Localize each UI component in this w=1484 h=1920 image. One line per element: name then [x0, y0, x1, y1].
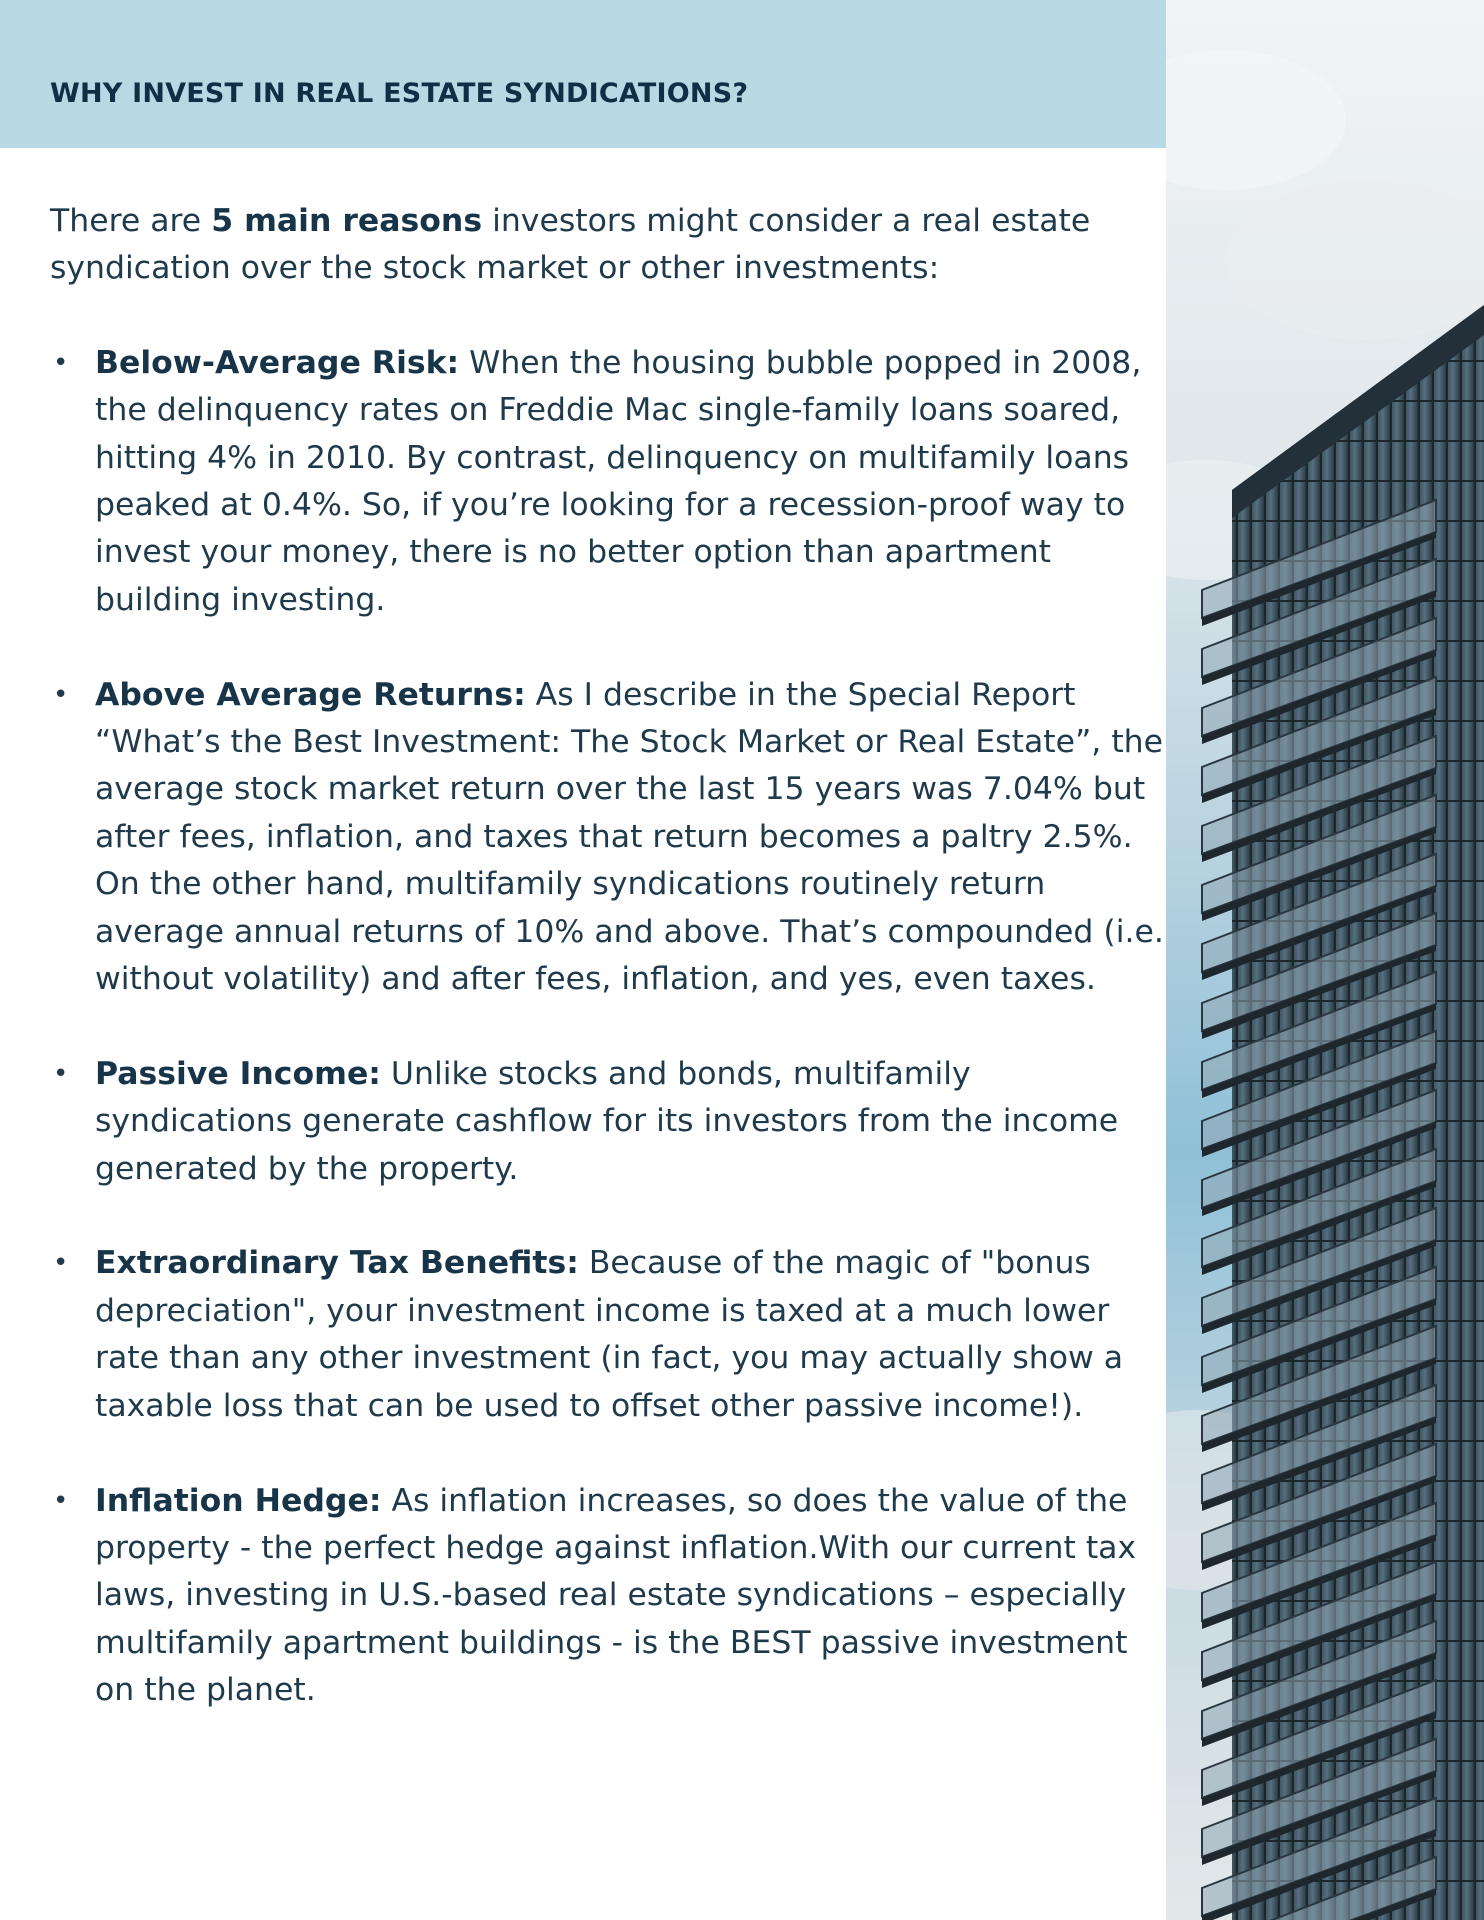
bullet-icon: • [53, 1485, 69, 1516]
reason-text: As inflation increases, so does the value of the property - the perfect hedge against inflation.With our current tax laws, investing in U.S.-based real estate syndications – especially multifamily apartment buildings - is the BEST passive investment on the planet. [95, 1482, 1137, 1709]
reason-item-inflation-hedge [50, 1478, 1175, 1715]
reason-title: Above Average Returns: [95, 676, 526, 713]
building-illustration [1166, 0, 1484, 1920]
header-band [0, 0, 1166, 148]
reason-title: Below-Average Risk: [95, 344, 460, 381]
bullet-icon: • [53, 679, 69, 710]
bullet-icon: • [53, 347, 69, 378]
reason-text: When the housing bubble popped in 2008, the delinquency rates on Freddie Mac single-family loans soared, hitting 4% in 2010. By contrast, delinquency on multifamily loans peaked at 0.4%. So, if you’re looking for a recession-proof way to invest your money, there is no better option than apartment building investing. [95, 344, 1142, 618]
reason-item-returns [50, 672, 1175, 1004]
page-title: WHY INVEST IN REAL ESTATE SYNDICATIONS? [50, 78, 749, 109]
reason-title: Inflation Hedge: [95, 1482, 382, 1519]
bullet-icon: • [53, 1058, 69, 1089]
reason-title: Extraordinary Tax Benefits: [95, 1245, 579, 1282]
intro-paragraph [50, 198, 1130, 293]
reason-text: As I describe in the Special Report “What’s the Best Investment: The Stock Market or Real Estate”, the average stock market return over the last 15 years was 7.04% but after fees, inflation, and taxes that return becomes a paltry 2.5%. On the other hand, multifamily syndications routinely return average annual returns of 10% and above. That’s compounded (i.e. without volatility) and after fees, inflation, and yes, even taxes. [95, 676, 1164, 998]
intro-text-before: There are [50, 203, 212, 239]
intro-text-after: investors might consider a real estate syndication over the stock market or other investments: [50, 203, 1091, 287]
reason-title: Passive Income: [95, 1055, 381, 1092]
bullet-icon: • [53, 1248, 69, 1279]
main-content [50, 198, 1164, 1762]
reason-item-risk [50, 340, 1175, 624]
intro-emphasis: 5 main reasons [211, 203, 483, 239]
reason-text: Because of the magic of "bonus depreciation", your investment income is taxed at a much lower rate than any other investment (in fact, you may actually show a taxable loss that can be used to offset other passive income!). [95, 1245, 1124, 1424]
reason-item-tax-benefits [50, 1240, 1175, 1430]
apartment-building-photo [1166, 0, 1484, 1920]
reason-item-passive-income [50, 1051, 1175, 1193]
reasons-list [50, 340, 1164, 1715]
reason-text: Unlike stocks and bonds, multifamily syndications generate cashflow for its investors from the income generated by the property. [95, 1055, 1119, 1187]
